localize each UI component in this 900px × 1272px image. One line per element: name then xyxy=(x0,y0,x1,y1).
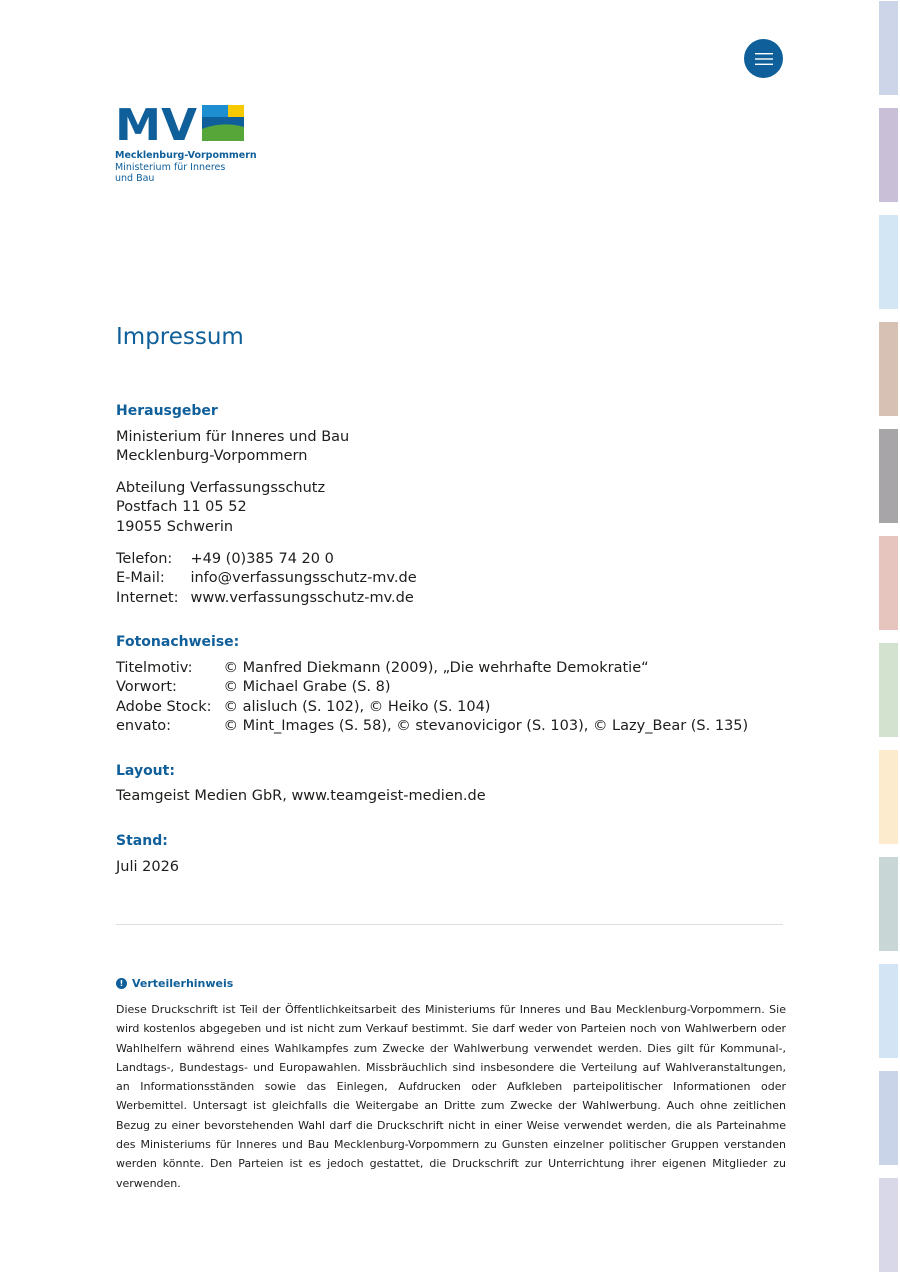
chapter-tab[interactable] xyxy=(879,322,898,416)
publisher-organization xyxy=(116,428,349,467)
photo-credit-label: envato: xyxy=(116,717,172,734)
hamburger-menu-icon xyxy=(755,53,773,65)
publisher-address xyxy=(116,479,325,537)
fotonachweise-heading: Fotonachweise: xyxy=(116,634,240,650)
photo-credit-row xyxy=(116,698,748,717)
logo-caption-line3: und Bau xyxy=(115,173,155,184)
email-label: E-Mail: xyxy=(116,570,165,587)
logo-mark-text: MV xyxy=(115,105,197,143)
page-title: Impressum xyxy=(116,324,244,350)
logo-caption-line2: Ministerium für Inneres xyxy=(115,161,226,173)
photo-credit-label: Titelmotiv: xyxy=(116,660,193,676)
chapter-tab[interactable] xyxy=(879,643,898,737)
photo-credit-value: © Michael Grabe (S. 8) xyxy=(223,679,391,696)
phone-label: Telefon: xyxy=(116,551,173,567)
section-divider xyxy=(116,924,783,925)
photo-credit-row xyxy=(116,659,748,678)
chapter-tab[interactable] xyxy=(879,750,898,844)
chapter-tab[interactable] xyxy=(879,1178,898,1272)
address-line2: Postfach 11 05 52 xyxy=(116,499,247,516)
landscape-icon xyxy=(202,105,244,141)
website-link[interactable]: www.verfassungsschutz-mv.de xyxy=(190,589,414,606)
herausgeber-heading: Herausgeber xyxy=(116,403,218,419)
photo-credit-label: Adobe Stock: xyxy=(116,698,212,715)
publisher-org-line2: Mecklenburg-Vorpommern xyxy=(116,448,308,465)
mv-logo-mark xyxy=(115,105,245,143)
photo-credit-value: © Manfred Diekmann (2009), „Die wehrhafte Demokratie“ xyxy=(223,660,649,676)
photo-credits-table xyxy=(116,659,748,736)
address-line3: 19055 Schwerin xyxy=(116,518,234,535)
chapter-tab[interactable] xyxy=(879,1071,898,1165)
layout-heading: Layout: xyxy=(116,763,175,779)
menu-button[interactable] xyxy=(744,39,783,78)
publisher-org-line1: Ministerium für Inneres und Bau xyxy=(116,429,350,445)
distribution-notice-heading xyxy=(116,977,233,990)
address-line1: Abteilung Verfassungsschutz xyxy=(116,480,326,496)
distribution-notice-text: Diese Druckschrift ist Teil der Öffentlichkeitsarbeit des Ministeriums für Inneres und Bau Mecklenburg-Vorpommern. Sie wird kostenlos abgegeben und ist nicht zum Verkauf bestimmt. Sie darf weder von Parteien noch von Wahlwerbern oder Wahlhelfern während eines Wahlkampfes zum Zwecke der Wahlwerbung verwendet werden. Dies gilt für Kommunal-, Landtags-, Bundestags- und Europawahlen. Missbräuchlich sind insbesondere die Verteilung auf Wahlveranstaltungen, an Informationsständen sowie das Einlegen, Aufdrucken oder Aufkleben parteipolitischer Informationen oder Werbemittel. Untersagt ist gleichfalls die Weitergabe an Dritte zum Zwecke der Wahlwerbung. Auch ohne zeitlichen Bezug zu einer bevorstehenden Wahl darf die Druckschrift nicht in einer Weise verwendet werden, die als Parteinahme des Ministeriums für Inneres und Bau Mecklenburg-Vorpommern zu Gunsten einzelner politischer Gruppen verstanden werden könnte. Den Parteien ist es jedoch gestattet, die Druckschrift zur Unterrichtung ihrer eigenen Mitglieder zu verwenden. xyxy=(116,1003,786,1190)
photo-credit-row xyxy=(116,678,748,697)
contact-row-phone xyxy=(116,550,417,569)
logo-caption-line1: Mecklenburg-Vorpommern xyxy=(115,150,257,161)
internet-label: Internet: xyxy=(116,589,179,606)
distribution-notice-title: Verteilerhinweis xyxy=(132,977,234,990)
logo-caption xyxy=(115,150,265,185)
chapter-tab[interactable] xyxy=(879,215,898,309)
phone-value[interactable]: +49 (0)385 74 20 0 xyxy=(190,551,334,567)
contact-row-internet xyxy=(116,589,417,608)
chapter-tab[interactable] xyxy=(879,536,898,630)
email-link[interactable]: info@verfassungsschutz-mv.de xyxy=(190,570,417,587)
stand-heading: Stand: xyxy=(116,833,168,849)
chapter-tab[interactable] xyxy=(879,429,898,523)
stand-text: Juli 2026 xyxy=(116,859,180,875)
contact-table xyxy=(116,550,417,608)
contact-row-email xyxy=(116,569,417,588)
layout-text: Teamgeist Medien GbR, www.teamgeist-medien.de xyxy=(116,788,486,804)
chapter-tab[interactable] xyxy=(879,964,898,1058)
chapter-tab[interactable] xyxy=(879,1,898,95)
chapter-tab[interactable] xyxy=(879,857,898,951)
photo-credit-value: © alisluch (S. 102), © Heiko (S. 104) xyxy=(223,698,491,715)
chapter-tab[interactable] xyxy=(879,108,898,202)
info-icon: ! xyxy=(116,978,127,989)
photo-credit-value: © Mint_Images (S. 58), © stevanovicigor (S. 103), © Lazy_Bear (S. 135) xyxy=(223,717,749,734)
photo-credit-label: Vorwort: xyxy=(116,679,177,696)
photo-credit-row xyxy=(116,717,748,736)
ministry-logo xyxy=(115,105,255,195)
